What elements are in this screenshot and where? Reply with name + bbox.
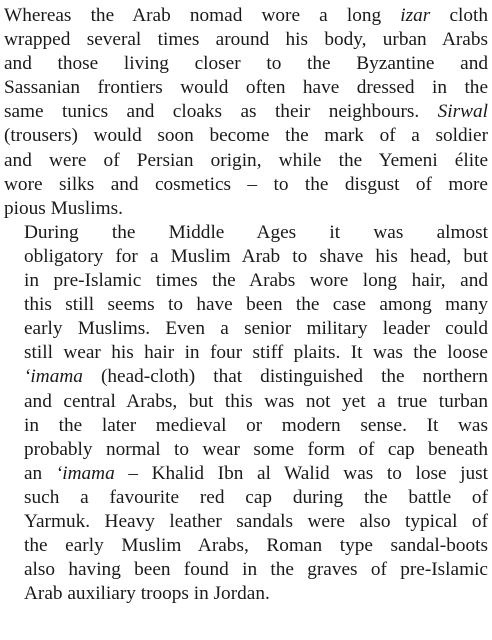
text-run: in pre-Islamic times the Arabs wore long hair, and [24, 270, 488, 292]
text-run: probably normal to wear some form of cap beneath [24, 438, 488, 460]
paragraph-2 [4, 221, 488, 607]
text-line [4, 510, 488, 534]
text-line [4, 173, 488, 197]
text-line [4, 52, 488, 76]
text-run: cloth [430, 5, 489, 26]
text-line [4, 293, 488, 317]
text-line [4, 582, 488, 606]
text-run: – Khalid Ibn al Walid was to lose just [114, 462, 488, 484]
text-line [4, 438, 488, 462]
text-run: (trousers) would soon become the mark of a soldier [4, 125, 488, 147]
text-line [4, 4, 488, 28]
text-run: still wear his hair in four stiff plaits. It was the loose [24, 342, 488, 364]
text-line [4, 390, 488, 414]
text-line [4, 28, 488, 52]
text-run: wore silks and cosmetics – to the disgust of more [4, 173, 488, 195]
text-run: Arab auxiliary troops in Jordan. [24, 583, 270, 605]
text-line [4, 76, 488, 100]
text-line [4, 221, 488, 245]
text-run: same tunics and cloaks as their neighbours. [4, 101, 438, 123]
text-line [4, 558, 488, 582]
paragraph-1 [4, 4, 488, 221]
text-line [4, 486, 488, 510]
text-run: also having been found in the graves of pre-Islamic [24, 559, 488, 581]
text-line [4, 197, 488, 221]
text-run: Yarmuk. Heavy leather sandals were also typical of [24, 510, 488, 532]
text-run: in the later medieval or modern sense. It was [24, 414, 488, 436]
text-line [4, 245, 488, 269]
text-run: obligatory for a Muslim Arab to shave his head, but [24, 245, 488, 267]
italic-term: izar [400, 5, 431, 26]
text-run: and central Arabs, but this was not yet a true turban [24, 390, 488, 412]
text-line [4, 414, 488, 438]
text-line [4, 365, 488, 389]
italic-term: ‘imama [24, 366, 83, 388]
text-run: pious Muslims. [4, 197, 123, 219]
text-run: Sassanian frontiers would often have dressed in the [4, 77, 488, 99]
text-run: wrapped several times around his body, urban Arabs [4, 29, 488, 51]
text-run: and those living closer to the Byzantine and [4, 53, 488, 75]
text-run: the early Muslim Arabs, Roman type sandal-boots [24, 535, 488, 557]
text-line [4, 269, 488, 293]
text-run: Whereas the Arab nomad wore a long [4, 5, 401, 26]
document-page [4, 4, 488, 606]
text-run: this still seems to have been the case among many [24, 294, 488, 316]
text-line [4, 124, 488, 148]
text-run: During the Middle Ages it was almost [24, 221, 488, 243]
text-line [4, 100, 488, 124]
text-run: and were of Persian origin, while the Yemeni élite [4, 149, 488, 171]
text-line [4, 534, 488, 558]
text-line [4, 341, 488, 365]
italic-term: ‘imama [55, 462, 115, 484]
text-run: an [24, 462, 56, 484]
text-line [4, 462, 488, 486]
text-run: such a favourite red cap during the battle of [24, 486, 488, 508]
text-run: early Muslims. Even a senior military leader could [24, 318, 488, 340]
text-run: (head-cloth) that distinguished the northern [82, 366, 488, 388]
italic-term: Sirwal [437, 101, 488, 123]
text-line [4, 149, 488, 173]
text-line [4, 317, 488, 341]
